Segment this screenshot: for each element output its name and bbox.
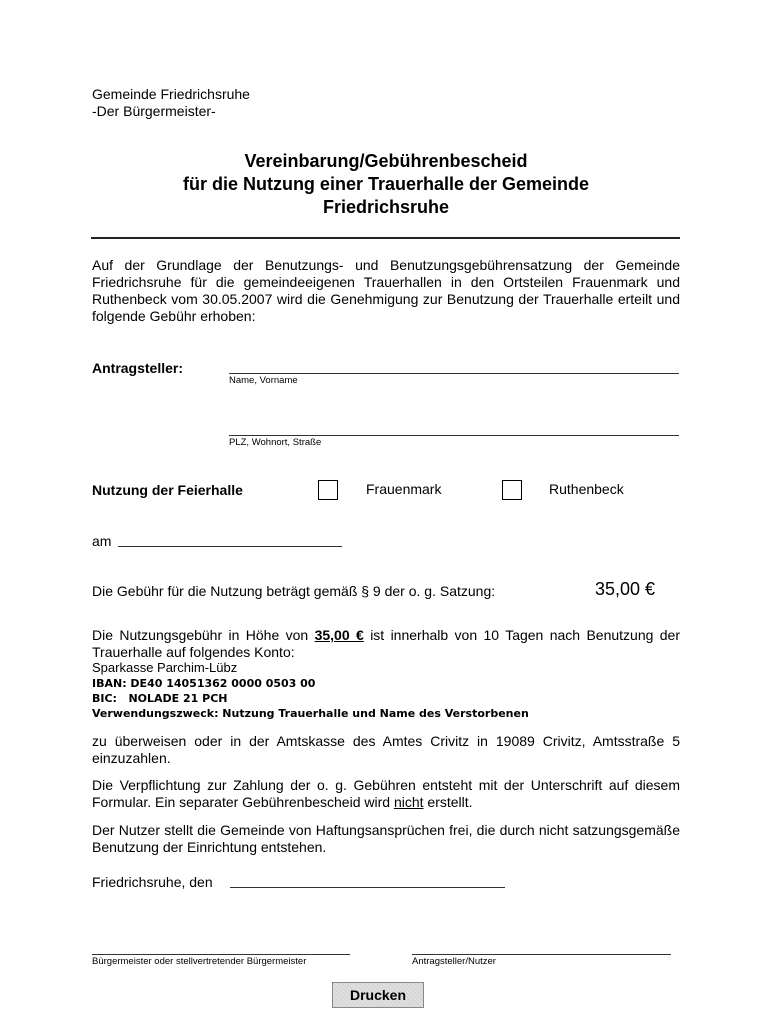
ruthenbeck-label: Ruthenbeck <box>549 481 624 497</box>
title-divider <box>91 237 680 239</box>
bank-details <box>92 660 529 721</box>
title-line-2: für die Nutzung einer Trauerhalle der Gemeinde <box>182 174 590 194</box>
bank-name: Sparkasse Parchim-Lübz <box>92 660 238 675</box>
title-line-1: Vereinbarung/Gebührenbescheid <box>244 151 528 171</box>
sender-block <box>92 86 250 120</box>
sender-mayor: -Der Bürgermeister- <box>92 103 216 119</box>
obligation-paragraph <box>92 777 680 811</box>
place-label: Friedrichsruhe, den <box>92 874 213 890</box>
intro-paragraph: Auf der Grundlage der Benutzungs- und Benutzungsgebührensatzung der Gemeinde Friedrichsruhe für die gemeindeeigenen Trauerhallen in den Ortsteilen Frauenmark und Ruthenbeck vom 30.05.2007 wird die Genehmigung zur Benutzung der Trauerhalle erteilt und folgende Gebühr erhoben: <box>92 257 680 324</box>
obligation-text-2: erstellt. <box>427 794 473 810</box>
name-caption: Name, Vorname <box>229 375 298 386</box>
signature-caption-applicant: Antragsteller/Nutzer <box>412 956 496 967</box>
date-field[interactable] <box>118 546 342 547</box>
payment-amount: 35,00 € <box>314 627 364 643</box>
transfer-paragraph: zu überweisen oder in der Amtskasse des Amtes Crivitz in 19089 Crivitz, Amtsstraße 5 einzuzahlen. <box>92 733 680 766</box>
address-field[interactable] <box>229 435 679 436</box>
fee-amount: 35,00 € <box>595 579 656 599</box>
obligation-text-1: Die Verpflichtung zur Zahlung der o. g. Gebühren entsteht mit der Unterschrift auf diesem Formular. Ein separater Gebührenbescheid wird <box>92 777 680 810</box>
frauenmark-label: Frauenmark <box>366 481 442 497</box>
bank-purpose: Verwendungszweck: Nutzung Trauerhalle und Name des Verstorbenen <box>92 707 529 720</box>
document-title <box>92 150 680 219</box>
address-caption: PLZ, Wohnort, Straße <box>229 437 322 448</box>
date-label: am <box>92 533 112 549</box>
payment-paragraph <box>92 627 680 661</box>
frauenmark-checkbox[interactable] <box>318 480 338 500</box>
applicant-label: Antragsteller: <box>92 360 184 376</box>
place-date-field[interactable] <box>230 887 505 888</box>
sender-municipality: Gemeinde Friedrichsruhe <box>92 86 250 102</box>
payment-text-2: ist innerhalb von 10 Tagen nach Benutzung der Trauerhalle auf folgendes Konto: <box>92 627 681 660</box>
title-line-3: Friedrichsruhe <box>322 197 450 217</box>
signature-line-applicant[interactable] <box>412 954 671 955</box>
name-field[interactable] <box>229 373 679 374</box>
signature-caption-mayor: Bürgermeister oder stellvertretender Bürgermeister <box>92 956 307 967</box>
bank-iban: IBAN: DE40 14051362 0000 0503 00 <box>92 677 316 690</box>
print-button[interactable]: Drucken <box>332 982 424 1008</box>
obligation-emphasis: nicht <box>393 794 424 810</box>
ruthenbeck-checkbox[interactable] <box>502 480 522 500</box>
payment-text-1: Die Nutzungsgebühr in Höhe von <box>92 627 309 643</box>
signature-line-mayor[interactable] <box>92 954 350 955</box>
bank-bic: BIC: NOLADE 21 PCH <box>92 692 228 705</box>
liability-paragraph: Der Nutzer stellt die Gemeinde von Haftungsansprüchen frei, die durch nicht satzungsgemäße Benutzung der Einrichtung entstehen. <box>92 822 680 855</box>
fee-text: Die Gebühr für die Nutzung beträgt gemäß § 9 der o. g. Satzung: <box>92 583 496 599</box>
usage-label: Nutzung der Feierhalle <box>92 482 243 498</box>
